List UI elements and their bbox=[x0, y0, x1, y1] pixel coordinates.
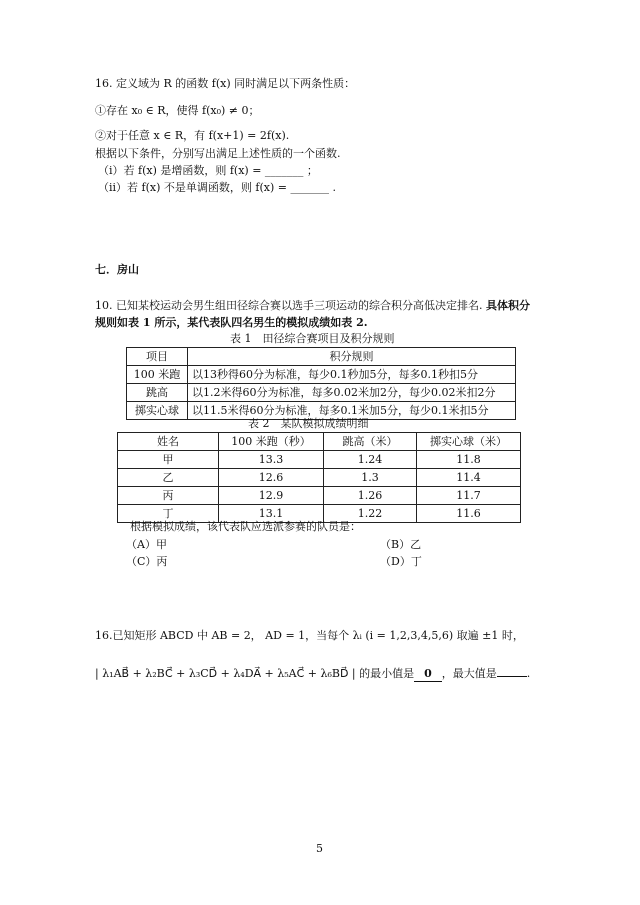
table1 bbox=[126, 347, 516, 420]
table2-cell: 丁 bbox=[118, 505, 219, 523]
q10-stem-line-1 bbox=[95, 299, 530, 313]
q16b-min-value: 0 bbox=[424, 667, 432, 680]
q16a-stem: 16. 定义域为 R 的函数 f(x) 同时满足以下两条性质： bbox=[95, 77, 356, 90]
q16a-instruction: 根据以下条件，分别写出满足上述性质的一个函数. bbox=[95, 147, 341, 160]
table1-header-cell: 积分规则 bbox=[188, 348, 516, 366]
table2-cell: 13.1 bbox=[219, 505, 324, 523]
table2-cell: 1.3 bbox=[324, 469, 417, 487]
table2-header-cell: 100 米跑（秒） bbox=[219, 433, 324, 451]
q10-question: 根据模拟成绩，该代表队应选派参赛的队员是： bbox=[130, 520, 361, 533]
table2-cell: 12.6 bbox=[219, 469, 324, 487]
table2 bbox=[117, 432, 521, 523]
option-d: （D）丁 bbox=[380, 555, 422, 568]
table1-header-row bbox=[127, 348, 516, 366]
table2-cell: 1.26 bbox=[324, 487, 417, 505]
table1-cell: 跳高 bbox=[127, 384, 188, 402]
table2-cell: 甲 bbox=[118, 451, 219, 469]
q10-stem-bold: 具体积分 bbox=[485, 299, 530, 312]
option-c: （C）丙 bbox=[126, 555, 168, 568]
table2-header-row bbox=[118, 433, 521, 451]
table-row bbox=[127, 384, 516, 402]
q16b-min-answer bbox=[414, 667, 442, 682]
table2-cell: 11.6 bbox=[417, 505, 521, 523]
table2-header-cell: 跳高（米） bbox=[324, 433, 417, 451]
section-title: 七．房山 bbox=[95, 263, 139, 276]
table1-header-cell: 项目 bbox=[127, 348, 188, 366]
table2-header-cell: 姓名 bbox=[118, 433, 219, 451]
q16b-line-2 bbox=[95, 665, 530, 682]
table1-cell: 以13秒得60分为标准，每少0.1秒加5分，每多0.1秒扣5分 bbox=[188, 366, 516, 384]
table2-cell: 11.7 bbox=[417, 487, 521, 505]
table1-cell: 以11.5米得60分为标准，每多0.1米加5分，每少0.1米扣5分 bbox=[188, 402, 516, 420]
table2-cell: 丙 bbox=[118, 487, 219, 505]
table2-cell: 乙 bbox=[118, 469, 219, 487]
q16b-end: . bbox=[526, 667, 531, 680]
q16a-part-2: （ii）若 f(x) 不是单调函数，则 f(x) = _______ . bbox=[98, 181, 336, 194]
table2-cell: 1.24 bbox=[324, 451, 417, 469]
table1-cell: 掷实心球 bbox=[127, 402, 188, 420]
option-a: （A）甲 bbox=[126, 538, 167, 551]
q10-stem-text: 10. 已知某校运动会男生组田径综合赛以选手三项运动的综合积分高低决定排名. bbox=[95, 299, 486, 312]
table2-cell: 12.9 bbox=[219, 487, 324, 505]
table1-cell: 100 米跑 bbox=[127, 366, 188, 384]
q16b-expression: | λ₁AB⃗ + λ₂BC⃗ + λ₃CD⃗ + λ₄DA⃗ + λ₅AC⃗ + λ₆BD⃗ | 的最小值是 bbox=[95, 667, 415, 680]
table-row bbox=[127, 366, 516, 384]
q10-stem-line-2: 规则如表 1 所示，某代表队四名男生的模拟成绩如表 2. bbox=[95, 316, 368, 329]
table-row bbox=[118, 469, 521, 487]
q16b-mid-text: ，最大值是 bbox=[441, 667, 497, 680]
option-b: （B）乙 bbox=[380, 538, 422, 551]
table-row bbox=[118, 487, 521, 505]
page-number: 5 bbox=[316, 842, 323, 855]
q16a-condition-2: ②对于任意 x ∈ R，有 f(x+1) = 2f(x). bbox=[95, 129, 290, 142]
table2-cell: 13.3 bbox=[219, 451, 324, 469]
q16b-line-1: 16.已知矩形 ABCD 中 AB = 2， AD = 1，当每个 λᵢ (i = 1,2,3,4,5,6) 取遍 ±1 时， bbox=[95, 629, 524, 642]
table-row bbox=[118, 451, 521, 469]
table2-caption: 表 2 某队模拟成绩明细 bbox=[248, 417, 369, 430]
table2-cell: 1.22 bbox=[324, 505, 417, 523]
table2-cell: 11.8 bbox=[417, 451, 521, 469]
q16a-condition-1: ①存在 x₀ ∈ R，使得 f(x₀) ≠ 0； bbox=[95, 104, 260, 117]
table1-cell: 以1.2米得60分为标准，每多0.02米加2分，每少0.02米扣2分 bbox=[188, 384, 516, 402]
table2-header-cell: 掷实心球（米） bbox=[417, 433, 521, 451]
q16b-max-blank bbox=[497, 665, 527, 677]
table2-cell: 11.4 bbox=[417, 469, 521, 487]
q16a-part-1: （i）若 f(x) 是增函数，则 f(x) = _______ ； bbox=[98, 164, 318, 177]
table1-caption: 表 1 田径综合赛项目及积分规则 bbox=[230, 332, 395, 345]
